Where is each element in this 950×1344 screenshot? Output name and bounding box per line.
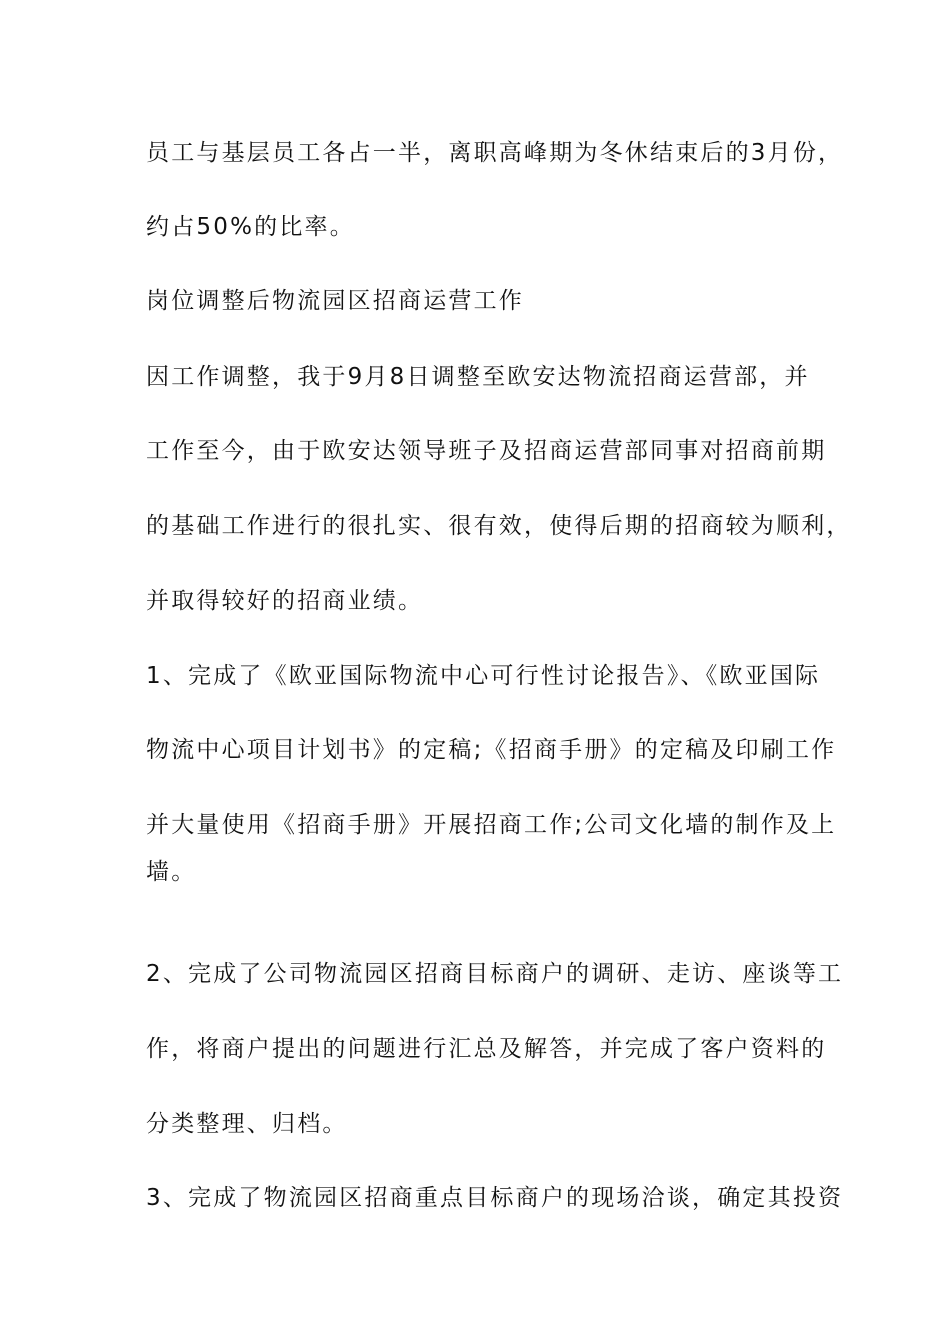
paragraph-line: 因工作调整，我于9月8日调整至欧安达物流招商运营部，并 [146, 364, 810, 390]
section-heading: 岗位调整后物流园区招商运营工作 [146, 288, 524, 314]
list-item-2-line: 作，将商户提出的问题进行汇总及解答，并完成了客户资料的 [146, 1036, 827, 1062]
paragraph-line: 的基础工作进行的很扎实、很有效，使得后期的招商较为顺利， [146, 513, 852, 539]
list-item-1-line: 1、完成了《欧亚国际物流中心可行性讨论报告》、《欧亚国际 [146, 663, 821, 689]
list-item-2-line: 2、完成了公司物流园区招商目标商户的调研、走访、座谈等工 [146, 961, 844, 987]
paragraph-line: 员工与基层员工各占一半，离职高峰期为冬休结束后的3月份， [146, 140, 844, 166]
list-item-1-line: 并大量使用《招商手册》开展招商工作;公司文化墙的制作及上 [146, 812, 837, 838]
paragraph-line: 约占50%的比率。 [146, 214, 355, 240]
list-item-1-line: 墙。 [146, 859, 197, 885]
paragraph-line: 并取得较好的招商业绩。 [146, 588, 424, 614]
list-item-3-line: 3、完成了物流园区招商重点目标商户的现场洽谈，确定其投资 [146, 1185, 844, 1211]
list-item-2-line: 分类整理、归档。 [146, 1111, 348, 1137]
list-item-1-line: 物流中心项目计划书》的定稿;《招商手册》的定稿及印刷工作 [146, 737, 837, 763]
paragraph-line: 工作至今，由于欧安达领导班子及招商运营部同事对招商前期 [146, 438, 827, 464]
